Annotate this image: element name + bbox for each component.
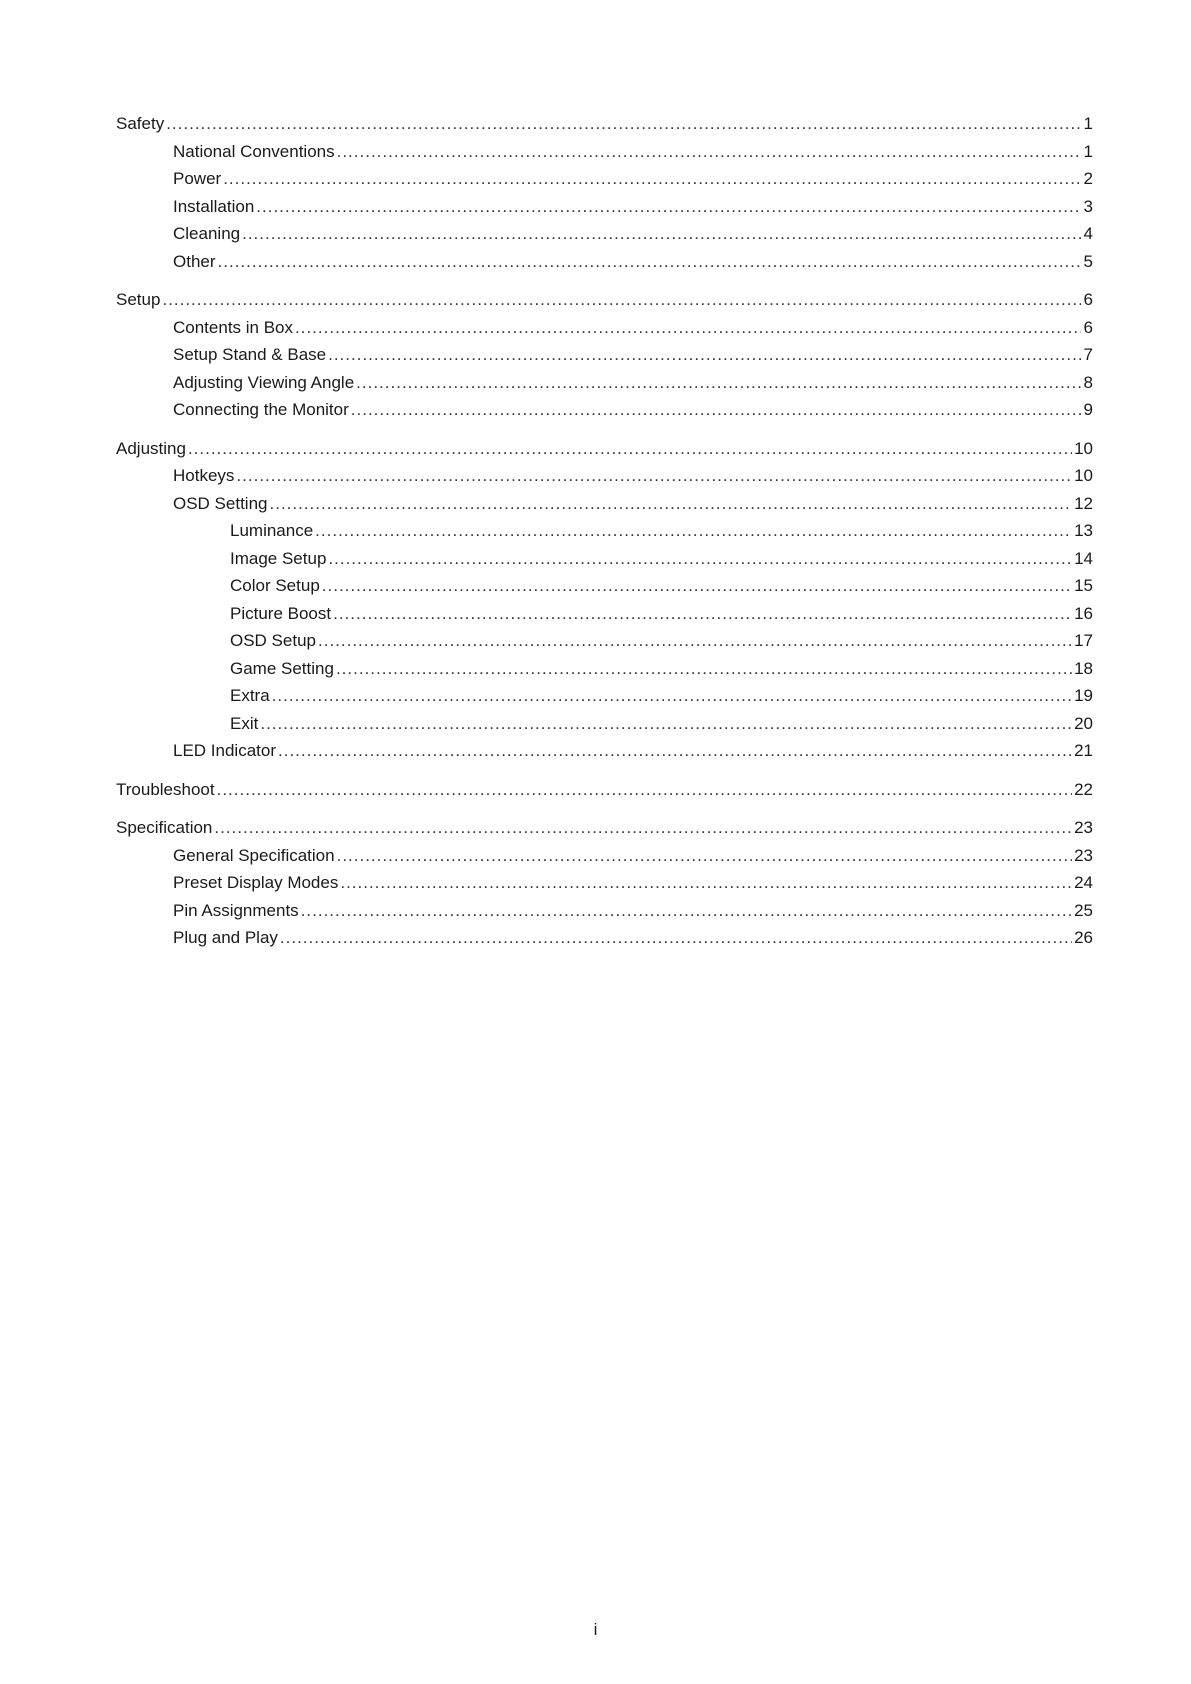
toc-entry-page-number: 25	[1074, 900, 1093, 920]
toc-entry-page-number: 16	[1074, 603, 1093, 623]
toc-entry-led-indicator[interactable]	[116, 737, 1093, 765]
dot-leader	[336, 655, 1072, 683]
toc-entry-title: Extra	[230, 686, 270, 705]
dot-leader	[242, 220, 1081, 248]
dot-leader	[218, 248, 1081, 276]
toc-entry-title: Power	[173, 169, 222, 188]
toc-entry-title: Pin Assignments	[173, 900, 299, 920]
toc-entry-game-setting[interactable]	[116, 655, 1093, 683]
toc-section-setup	[116, 286, 1093, 424]
dot-leader	[166, 110, 1081, 138]
dot-leader	[236, 462, 1072, 490]
page-number: i	[593, 1620, 598, 1639]
dot-leader	[351, 396, 1081, 424]
dot-leader	[340, 869, 1072, 897]
toc-entry-page-number: 14	[1074, 548, 1093, 568]
dot-leader	[328, 341, 1081, 369]
toc-entry-title: Specification	[116, 818, 213, 837]
toc-entry-troubleshoot[interactable]	[116, 776, 1093, 804]
dot-leader	[337, 842, 1072, 870]
toc-entry-contents-in-box[interactable]	[116, 314, 1093, 342]
toc-entry-page-number: 4	[1083, 224, 1093, 243]
toc-entry-title: Safety	[116, 114, 165, 133]
toc-entry-power[interactable]	[116, 165, 1093, 193]
dot-leader	[256, 193, 1081, 221]
toc-entry-page-number: 23	[1074, 845, 1093, 865]
toc-entry-plug-and-play[interactable]	[116, 924, 1093, 952]
toc-entry-page-number: 9	[1083, 400, 1093, 419]
toc-entry-title: Adjusting	[116, 438, 186, 458]
toc-entry-adjusting-viewing-angle[interactable]	[116, 369, 1093, 397]
toc-entry-title: LED Indicator	[173, 741, 276, 760]
toc-entry-title: General Specification	[173, 845, 335, 865]
dot-leader	[328, 545, 1072, 573]
toc-entry-page-number: 1	[1083, 114, 1093, 133]
toc-entry-title: Exit	[230, 713, 259, 733]
toc-entry-preset-display-modes[interactable]	[116, 869, 1093, 897]
toc-entry-page-number: 6	[1083, 290, 1093, 309]
dot-leader	[315, 517, 1072, 545]
toc-entry-page-number: 8	[1083, 372, 1093, 392]
dot-leader	[162, 286, 1081, 314]
dot-leader	[295, 314, 1081, 342]
toc-entry-title: Game Setting	[230, 658, 334, 678]
toc-entry-title: Luminance	[230, 521, 314, 540]
dot-leader	[333, 600, 1072, 628]
toc-entry-title: Preset Display Modes	[173, 873, 339, 892]
toc-entry-title: OSD Setting	[173, 493, 268, 513]
toc-entry-cleaning[interactable]	[116, 220, 1093, 248]
toc-entry-installation[interactable]	[116, 193, 1093, 221]
toc-entry-page-number: 10	[1074, 438, 1093, 458]
toc-entry-exit[interactable]	[116, 710, 1093, 738]
toc-entry-page-number: 3	[1083, 196, 1093, 216]
dot-leader	[356, 369, 1081, 397]
toc-entry-page-number: 10	[1074, 466, 1093, 485]
toc-entry-page-number: 17	[1074, 631, 1093, 650]
dot-leader	[278, 737, 1072, 765]
toc-entry-page-number: 19	[1074, 686, 1093, 705]
toc-entry-title: Connecting the Monitor	[173, 400, 349, 419]
toc-entry-title: Troubleshoot	[116, 779, 215, 799]
dot-leader	[260, 710, 1072, 738]
toc-entry-title: Hotkeys	[173, 466, 235, 485]
dot-leader	[214, 814, 1072, 842]
toc-entry-luminance[interactable]	[116, 517, 1093, 545]
toc-entry-general-specification[interactable]	[116, 842, 1093, 870]
toc-entry-safety[interactable]	[116, 110, 1093, 138]
dot-leader	[337, 138, 1081, 166]
toc-entry-image-setup[interactable]	[116, 545, 1093, 573]
toc-entry-title: Setup	[116, 290, 161, 309]
dot-leader	[217, 776, 1072, 804]
toc-entry-picture-boost[interactable]	[116, 600, 1093, 628]
toc-entry-page-number: 24	[1074, 873, 1093, 892]
toc-section-specification	[116, 814, 1093, 952]
toc-entry-connecting-the-monitor[interactable]	[116, 396, 1093, 424]
toc-entry-other[interactable]	[116, 248, 1093, 276]
dot-leader	[280, 924, 1072, 952]
toc-entry-page-number: 22	[1074, 779, 1093, 799]
dot-leader	[270, 490, 1073, 518]
toc-entry-page-number: 21	[1074, 741, 1093, 760]
toc-entry-national-conventions[interactable]	[116, 138, 1093, 166]
toc-entry-page-number: 23	[1074, 818, 1093, 837]
toc-entry-title: Installation	[173, 196, 255, 216]
toc-entry-title: Adjusting Viewing Angle	[173, 372, 355, 392]
toc-entry-page-number: 7	[1083, 345, 1093, 364]
toc-section-troubleshoot	[116, 776, 1093, 804]
toc-entry-color-setup[interactable]	[116, 572, 1093, 600]
toc-entry-page-number: 5	[1083, 251, 1093, 271]
table-of-contents	[116, 110, 1093, 963]
toc-entry-specification[interactable]	[116, 814, 1093, 842]
dot-leader	[318, 627, 1072, 655]
toc-entry-pin-assignments[interactable]	[116, 897, 1093, 925]
toc-entry-page-number: 13	[1074, 521, 1093, 540]
dot-leader	[188, 435, 1072, 463]
toc-entry-setup-stand-and-base[interactable]	[116, 341, 1093, 369]
dot-leader	[322, 572, 1072, 600]
toc-section-adjusting	[116, 435, 1093, 765]
dot-leader	[223, 165, 1081, 193]
toc-entry-hotkeys[interactable]	[116, 462, 1093, 490]
toc-entry-title: Plug and Play	[173, 928, 278, 947]
toc-entry-adjusting[interactable]	[116, 435, 1093, 463]
toc-entry-setup[interactable]	[116, 286, 1093, 314]
toc-entry-title: National Conventions	[173, 141, 335, 161]
toc-entry-title: Picture Boost	[230, 603, 332, 623]
toc-entry-title: Image Setup	[230, 548, 327, 568]
toc-entry-page-number: 20	[1074, 713, 1093, 733]
toc-entry-page-number: 15	[1074, 576, 1093, 595]
toc-entry-page-number: 26	[1074, 928, 1093, 947]
toc-entry-title: Contents in Box	[173, 317, 294, 337]
dot-leader	[272, 682, 1072, 710]
toc-entry-page-number: 6	[1083, 317, 1093, 337]
toc-entry-title: Setup Stand & Base	[173, 345, 327, 364]
toc-entry-page-number: 2	[1083, 169, 1093, 188]
toc-entry-title: Cleaning	[173, 224, 241, 243]
toc-entry-osd-setup[interactable]	[116, 627, 1093, 655]
toc-entry-page-number: 12	[1074, 493, 1093, 513]
toc-entry-page-number: 18	[1074, 658, 1093, 678]
toc-entry-extra[interactable]	[116, 682, 1093, 710]
toc-entry-title: Other	[173, 251, 216, 271]
toc-section-safety	[116, 110, 1093, 275]
dot-leader	[301, 897, 1072, 925]
toc-entry-page-number: 1	[1083, 141, 1093, 161]
toc-entry-title: OSD Setup	[230, 631, 316, 650]
toc-entry-osd-setting[interactable]	[116, 490, 1093, 518]
toc-entry-title: Color Setup	[230, 576, 320, 595]
